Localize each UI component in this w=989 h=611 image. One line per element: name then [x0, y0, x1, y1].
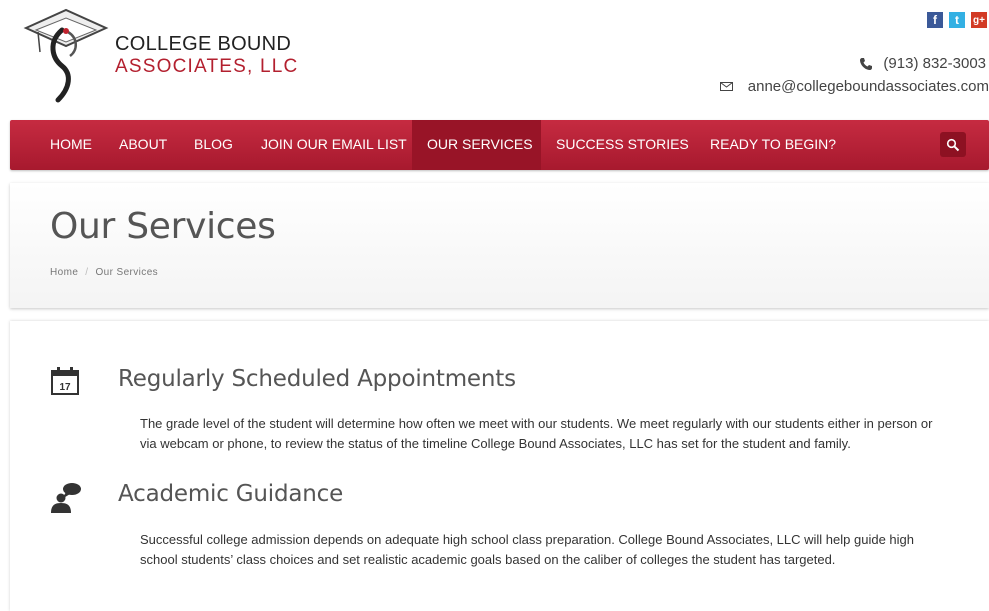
service-description: The grade level of the student will determine how often we meet with our students. We meet regularly with our students either in person or via webcam or phone, to review the status of the timeline College Bound Associates, LLC has set for the student and family. [140, 416, 933, 451]
nav-item-home[interactable]: HOME [50, 136, 92, 152]
calendar-icon-date: 17 [59, 382, 71, 393]
service-title: Academic Guidance [118, 481, 344, 507]
google-plus-icon[interactable]: g+ [971, 12, 987, 28]
service-title: Regularly Scheduled Appointments [118, 366, 516, 392]
phone-icon [859, 57, 873, 71]
breadcrumb-current: Our Services [95, 267, 159, 278]
search-icon [946, 138, 960, 152]
facebook-icon[interactable]: f [927, 12, 943, 28]
speech-person-icon [50, 481, 84, 513]
email-address[interactable]: anne@collegeboundassociates.com [747, 78, 989, 95]
breadcrumb-separator: / [85, 267, 89, 278]
nav-item-our-services[interactable]: OUR SERVICES [412, 120, 541, 170]
graduation-cap-logo-icon [22, 8, 112, 106]
services-content [10, 321, 989, 611]
logo-text-line2: ASSOCIATES, LLC [115, 56, 299, 77]
nav-item-about[interactable]: ABOUT [119, 136, 168, 152]
contact-email [720, 78, 989, 95]
nav-item-join-email-list[interactable]: JOIN OUR EMAIL LIST [261, 136, 407, 152]
page-title: Our Services [50, 206, 276, 247]
calendar-icon [50, 366, 80, 396]
nav-item-success-stories[interactable]: SUCCESS STORIES [556, 136, 689, 152]
nav-item-blog[interactable]: BLOG [194, 136, 233, 152]
social-links [927, 12, 987, 28]
phone-number[interactable]: (913) 832-3003 [883, 55, 986, 72]
envelope-icon [720, 82, 733, 91]
logo-text-line1: COLLEGE BOUND [115, 33, 292, 55]
page-header [10, 183, 989, 308]
breadcrumb-home[interactable]: Home [50, 267, 79, 278]
nav-item-ready-to-begin[interactable]: READY TO BEGIN? [710, 136, 837, 152]
main-nav [10, 120, 989, 170]
service-description: Successful college admission depends on adequate high school class preparation. College Bound Associates, LLC will help guide high school students’ class choices and set realistic academic goals based on the caliber of colleges the student has targeted. [140, 532, 914, 567]
twitter-icon[interactable]: t [949, 12, 965, 28]
site-logo[interactable] [22, 8, 342, 106]
breadcrumb [50, 267, 158, 278]
contact-phone [859, 55, 986, 72]
search-button[interactable] [940, 132, 966, 157]
